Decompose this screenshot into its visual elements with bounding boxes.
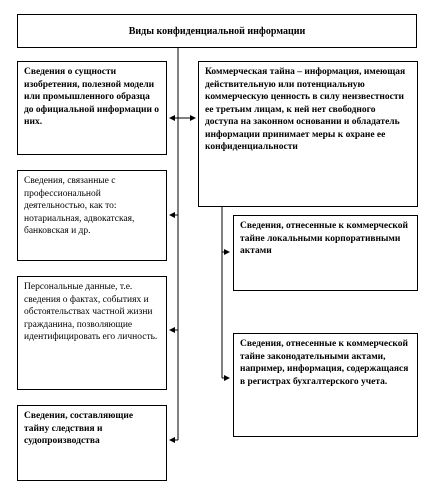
investigation-secret-text: Сведения, составляющие тайну следствия и судопроизводства [24,411,134,447]
invention-info-text: Сведения о сущности изобретения, полезной модели или промышленного образца до официальной информации о них. [24,67,160,128]
diagram-title-text: Виды конфиденциальной информации [128,25,306,37]
invention-info-box [17,61,167,155]
personal-data-box [17,276,167,390]
professional-activity-text: Сведения, связанные с профессиональной деятельностью, как то: нотариальная, адвокатская, банковская и др. [24,176,135,237]
legislative-acts-box [233,333,418,437]
commercial-secret-text: Коммерческая тайна – информация, имеющая действительную или потенциальную коммерческую ценность в силу неизвестности ее третьим лицам, к ней нет свободного доступа на законном основании и обладатель информации принимает меры к охране ее конфиденциальности [205,67,406,153]
legislative-acts-text: Сведения, отнесенные к коммерческой тайне законодательными актами, например, информация, содержащаяся в регистрах бухгалтерского учета. [240,339,409,387]
local-acts-box [233,215,418,291]
commercial-secret-box [198,61,418,207]
professional-activity-box [17,170,167,261]
investigation-secret-box [17,405,167,481]
local-acts-text: Сведения, отнесенные к коммерческой тайне локальными корпоративными актами [240,221,408,257]
personal-data-text: Персональные данные, т.е. сведения о фактах, событиях и обстоятельствах частной жизни гражданина, позволяющие идентифицировать его личность. [24,282,158,343]
diagram-title [17,14,417,48]
